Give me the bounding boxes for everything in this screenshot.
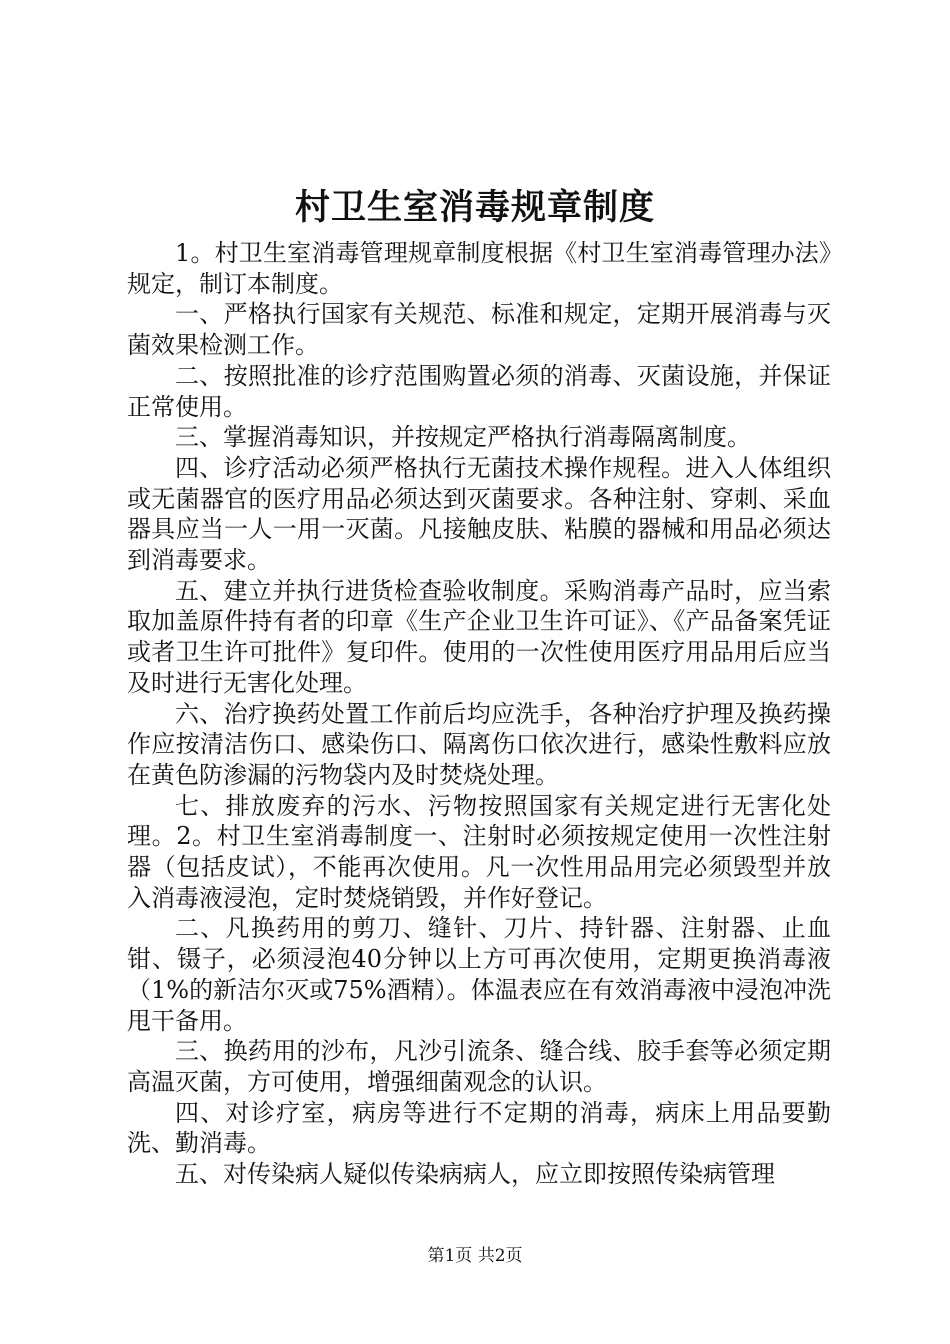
paragraph-10: 三、换药用的沙布，凡沙引流条、缝合线、胶手套等必须定期高温灭菌，方可使用，增强细菌观念的认识。 [127,1037,831,1096]
paragraph-2: 一、严格执行国家有关规范、标准和规定，定期开展消毒与灭菌效果检测工作。 [127,300,831,360]
paragraph-3: 二、按照批准的诊疗范围购置必须的消毒、灭菌设施，并保证正常使用。 [127,361,831,421]
paragraph-4: 三、掌握消毒知识，并按规定严格执行消毒隔离制度。 [175,423,751,452]
paragraph-7: 六、治疗换药处置工作前后均应洗手，各种治疗护理及换药操作应按清洁伤口、感染伤口、隔离伤口依次进行，感染性敷料应放在黄色防渗漏的污物袋内及时焚烧处理。 [127,699,831,789]
paragraph-9: 二、凡换药用的剪刀、缝针、刀片、持针器、注射器、止血钳、镊子，必须浸泡40分钟以上方可再次使用，定期更换消毒液（1%的新洁尔灭或75%酒精）。体温表应在有效消毒液中浸泡冲洗甩干备用。 [127,914,831,1035]
paragraph-8: 七、排放废弃的污水、污物按照国家有关规定进行无害化处理。2。村卫生室消毒制度一、注射时必须按规定使用一次性注射器（包括皮试），不能再次使用。凡一次性用品用完必须毁型并放入消毒液浸泡，定时焚烧销毁，并作好登记。 [127,791,831,912]
document-title: 村卫生室消毒规章制度 [294,187,655,228]
paragraph-12: 五、对传染病人疑似传染病病人，应立即按照传染病管理 [175,1160,775,1189]
paragraph-6: 五、建立并执行进货检查验收制度。采购消毒产品时，应当索取加盖原件持有者的印章《生产企业卫生许可证》、《产品备案凭证或者卫生许可批件》复印件。使用的一次性使用医疗用品用后应当及时进行无害化处理。 [127,576,831,697]
document-body [127,238,831,1190]
paragraph-5: 四、诊疗活动必须严格执行无菌技术操作规程。进入人体组织或无菌器官的医疗用品必须达到灭菌要求。各种注射、穿刺、采血器具应当一人一用一灭菌。凡接触皮肤、粘膜的器械和用品必须达到消毒要求。 [127,453,831,575]
paragraph-11: 四、对诊疗室，病房等进行不定期的消毒，病床上用品要勤洗、勤消毒。 [127,1098,831,1158]
paragraph-1: 1。村卫生室消毒管理规章制度根据《村卫生室消毒管理办法》规定，制订本制度。 [127,239,831,298]
page-footer: 第1页 共2页 [427,1246,523,1266]
